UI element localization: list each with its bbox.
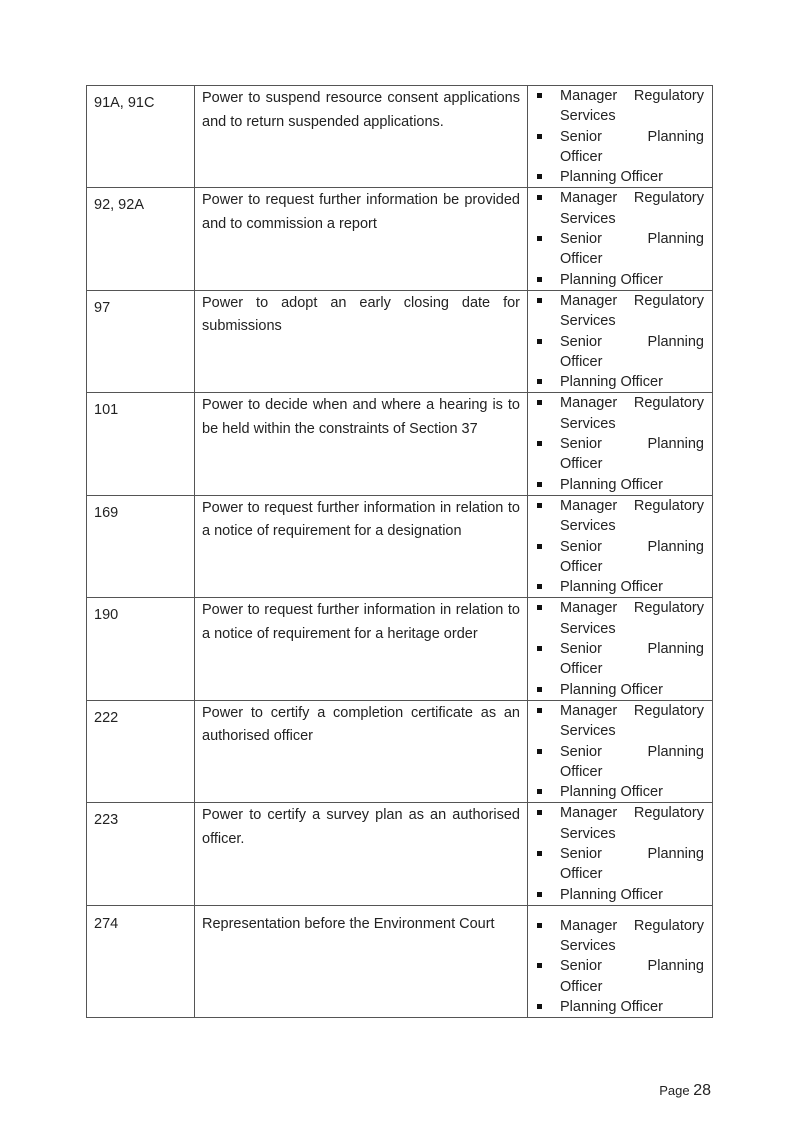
delegate-list-item: Manager Regulatory Services bbox=[528, 393, 704, 434]
power-description-cell: Power to suspend resource consent applications and to return suspended applications. bbox=[195, 86, 528, 188]
delegates-cell bbox=[528, 393, 713, 495]
delegate-list-item: Manager Regulatory Services bbox=[528, 803, 704, 844]
delegate-list-item: Senior Planning Officer bbox=[528, 844, 704, 885]
delegates-list bbox=[528, 291, 704, 392]
delegate-list-item: Senior Planning Officer bbox=[528, 229, 704, 270]
power-description-cell: Power to certify a completion certificate as an authorised officer bbox=[195, 700, 528, 802]
delegates-cell bbox=[528, 290, 713, 392]
delegates-list bbox=[528, 188, 704, 289]
delegate-list-item: Senior Planning Officer bbox=[528, 639, 704, 680]
section-number-cell: 223 bbox=[87, 803, 195, 905]
table-row bbox=[87, 803, 713, 905]
power-description-cell: Representation before the Environment Court bbox=[195, 905, 528, 1017]
delegate-list-item: Planning Officer bbox=[528, 680, 704, 700]
power-description-cell: Power to request further information in relation to a notice of requirement for a designation bbox=[195, 495, 528, 597]
delegates-list bbox=[528, 496, 704, 597]
delegates-list bbox=[528, 803, 704, 904]
section-number-cell: 190 bbox=[87, 598, 195, 700]
page-label: Page bbox=[659, 1083, 690, 1098]
delegate-list-item: Planning Officer bbox=[528, 577, 704, 597]
delegates-cell bbox=[528, 495, 713, 597]
delegates-cell bbox=[528, 598, 713, 700]
delegate-list-item: Senior Planning Officer bbox=[528, 434, 704, 475]
delegate-list-item: Manager Regulatory Services bbox=[528, 188, 704, 229]
section-number-cell: 97 bbox=[87, 290, 195, 392]
delegates-list bbox=[528, 86, 704, 187]
delegate-list-item: Senior Planning Officer bbox=[528, 537, 704, 578]
section-number-cell: 91A, 91C bbox=[87, 86, 195, 188]
delegate-list-item: Manager Regulatory Services bbox=[528, 701, 704, 742]
power-description-cell: Power to adopt an early closing date for submissions bbox=[195, 290, 528, 392]
delegate-list-item: Planning Officer bbox=[528, 475, 704, 495]
delegate-list-item: Planning Officer bbox=[528, 885, 704, 905]
delegate-list-item: Senior Planning Officer bbox=[528, 956, 704, 997]
delegate-list-item: Planning Officer bbox=[528, 270, 704, 290]
delegate-list-item: Manager Regulatory Services bbox=[528, 496, 704, 537]
delegates-cell bbox=[528, 188, 713, 290]
delegate-list-item: Planning Officer bbox=[528, 372, 704, 392]
section-number-cell: 274 bbox=[87, 905, 195, 1017]
delegates-cell bbox=[528, 86, 713, 188]
section-number-cell: 222 bbox=[87, 700, 195, 802]
delegate-list-item: Senior Planning Officer bbox=[528, 127, 704, 168]
delegate-list-item: Senior Planning Officer bbox=[528, 742, 704, 783]
delegation-table bbox=[86, 85, 713, 1018]
table-row bbox=[87, 393, 713, 495]
delegate-list-item: Planning Officer bbox=[528, 997, 704, 1017]
delegate-list-item: Manager Regulatory Services bbox=[528, 86, 704, 127]
table-row bbox=[87, 188, 713, 290]
power-description-cell: Power to request further information in relation to a notice of requirement for a heritage order bbox=[195, 598, 528, 700]
delegates-list bbox=[528, 916, 704, 1017]
delegate-list-item: Manager Regulatory Services bbox=[528, 916, 704, 957]
power-description-cell: Power to certify a survey plan as an authorised officer. bbox=[195, 803, 528, 905]
table-row bbox=[87, 86, 713, 188]
delegates-list bbox=[528, 598, 704, 699]
power-description-cell: Power to decide when and where a hearing is to be held within the constraints of Section 37 bbox=[195, 393, 528, 495]
power-description-cell: Power to request further information be provided and to commission a report bbox=[195, 188, 528, 290]
delegates-cell bbox=[528, 905, 713, 1017]
delegate-list-item: Planning Officer bbox=[528, 167, 704, 187]
section-number-cell: 169 bbox=[87, 495, 195, 597]
delegates-list bbox=[528, 701, 704, 802]
delegate-list-item: Planning Officer bbox=[528, 782, 704, 802]
table-row bbox=[87, 598, 713, 700]
delegation-table-body bbox=[87, 86, 713, 1018]
table-row bbox=[87, 905, 713, 1017]
table-row bbox=[87, 700, 713, 802]
delegate-list-item: Manager Regulatory Services bbox=[528, 291, 704, 332]
section-number-cell: 101 bbox=[87, 393, 195, 495]
page-number-value: 28 bbox=[693, 1082, 711, 1099]
delegates-list bbox=[528, 393, 704, 494]
delegates-cell bbox=[528, 700, 713, 802]
table-row bbox=[87, 495, 713, 597]
delegates-cell bbox=[528, 803, 713, 905]
table-row bbox=[87, 290, 713, 392]
section-number-cell: 92, 92A bbox=[87, 188, 195, 290]
delegate-list-item: Senior Planning Officer bbox=[528, 332, 704, 373]
page-number bbox=[659, 1082, 711, 1100]
delegate-list-item: Manager Regulatory Services bbox=[528, 598, 704, 639]
